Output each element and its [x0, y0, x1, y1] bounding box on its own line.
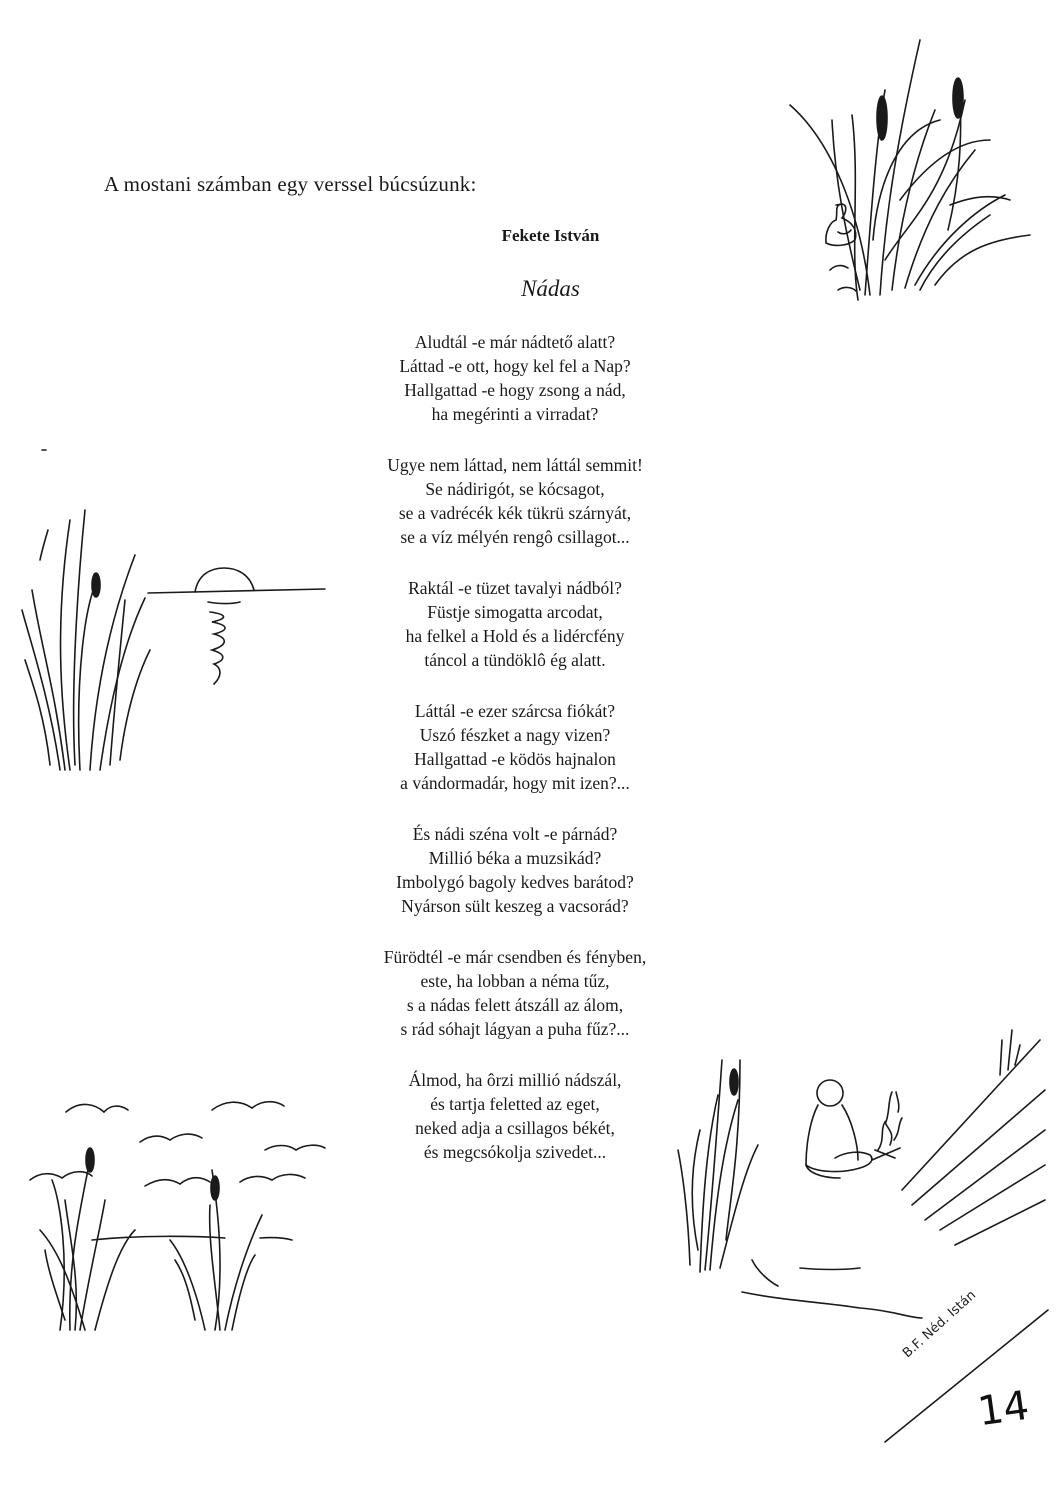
poem-line: Uszó fészket a nagy vizen?	[419, 725, 611, 745]
poem-line: Ugye nem láttad, nem láttál semmit!	[387, 455, 643, 475]
poem-line: ha megérinti a virradat?	[431, 404, 599, 424]
poem-line: És nádi széna volt -e párnád?	[412, 824, 618, 844]
poem-line: neked adja a csillagos békét,	[415, 1118, 615, 1138]
poem-line: Hallgattad -e ködös hajnalon	[414, 749, 616, 769]
poem-line: Füstje simogatta arcodat,	[427, 602, 603, 622]
poem-author: Fekete István	[501, 226, 600, 245]
poem-line: és tartja feletted az eget,	[430, 1094, 600, 1114]
poem-line: a vándormadár, hogy mit izen?...	[400, 773, 630, 793]
poem-line: se a víz mélyén rengô csillagot...	[400, 527, 630, 547]
intro-text: A mostani számban egy verssel búcsúzunk:	[104, 172, 477, 196]
poem-line: Raktál -e tüzet tavalyi nádból?	[408, 578, 622, 598]
poem-line: Se nádirigót, se kócsagot,	[425, 479, 605, 499]
artist-signature: B.F. Néd. Istán	[900, 1287, 980, 1362]
poem-line: és megcsókolja szivedet...	[423, 1142, 607, 1162]
poem-line: ha felkel a Hold és a lidércfény	[405, 626, 625, 646]
poem-line: Álmod, ha ôrzi millió nádszál,	[408, 1070, 622, 1090]
poem-line: se a vadrécék kék tükrü szárnyát,	[398, 503, 632, 523]
poem-line: Láttad -e ott, hogy kel fel a Nap?	[399, 356, 631, 376]
poem-line: táncol a tündöklô ég alatt.	[424, 650, 606, 670]
reeds-with-duck-illustration	[790, 40, 1030, 300]
poem-title: Nádas	[521, 276, 580, 301]
person-by-fire-illustration	[678, 1030, 1045, 1318]
poem-line: Láttál -e ezer szárcsa fiókát?	[414, 701, 616, 721]
poem-line: Fürödtél -e már csendben és fényben,	[383, 947, 647, 967]
poem-line: Aludtál -e már nádtető alatt?	[414, 332, 616, 352]
poem-line: s a nádas felett átszáll az álom,	[406, 995, 624, 1015]
page-number: 14	[975, 1382, 1032, 1436]
reeds-sunset-illustration	[22, 450, 325, 770]
poem-line: Millió béka a muzsikád?	[428, 848, 602, 868]
poem-line: este, ha lobban a néma tűz,	[420, 971, 610, 991]
reeds-birds-illustration	[30, 1102, 325, 1330]
poem-line: Nyárson sült keszeg a vacsorád?	[401, 896, 629, 916]
poem-line: Hallgattad -e hogy zsong a nád,	[404, 380, 626, 400]
poem-line: Imbolygó bagoly kedves barátod?	[396, 872, 634, 892]
poem-line: s rád sóhajt lágyan a puha fűz?...	[400, 1019, 630, 1039]
